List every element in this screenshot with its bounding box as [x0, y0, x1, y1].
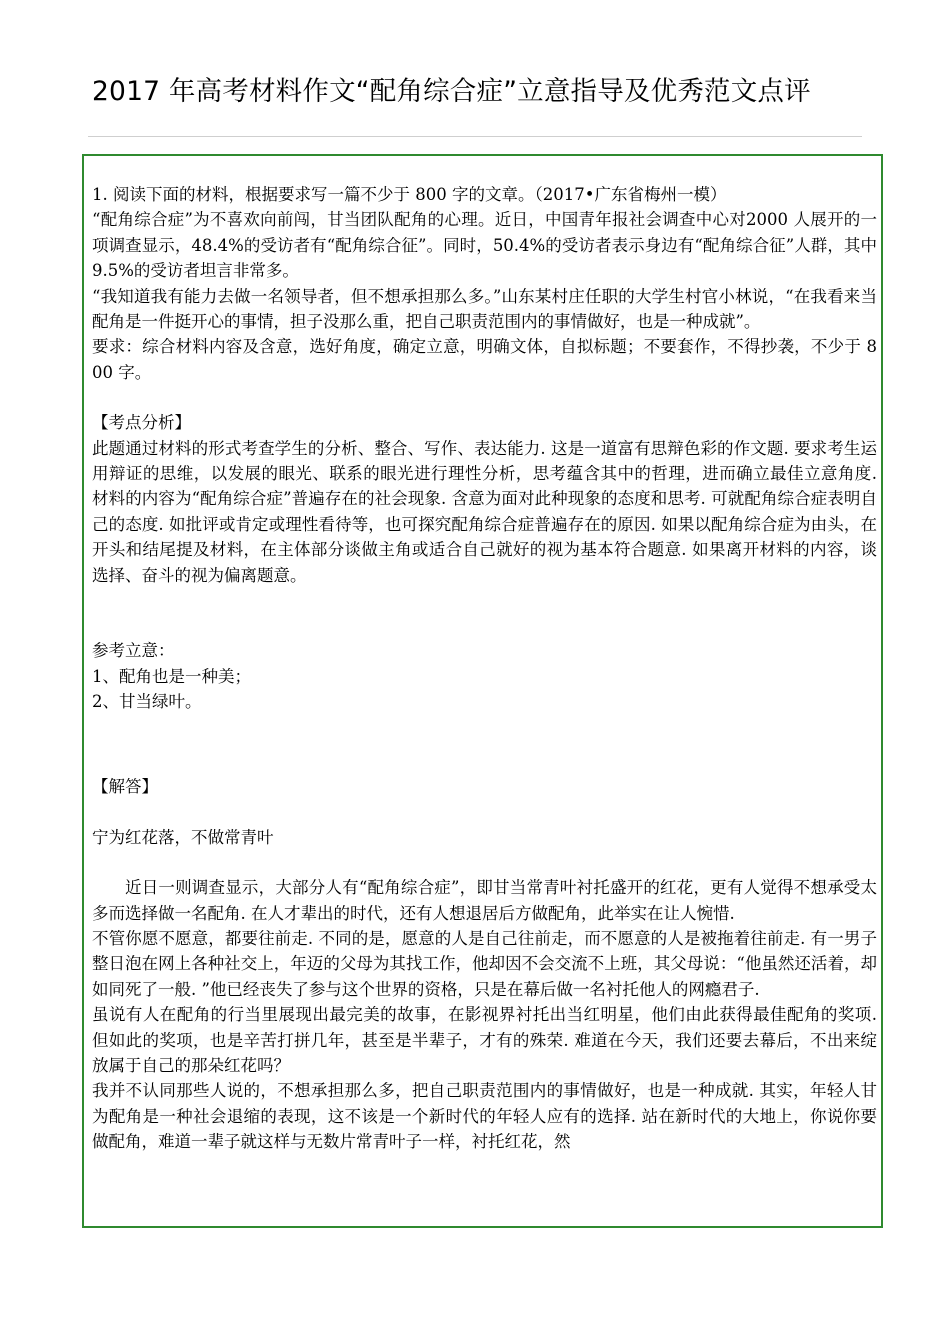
- essay-paragraph-3: 虽说有人在配角的行当里展现出最完美的故事，在影视界衬托出当红明星，他们由此获得最佳配角的奖项. 但如此的奖项，也是辛苦打拼几年，甚至是半辈子，才有的殊荣. 难道在今天，我们还要去幕后，不出来绽放属于自己的那朵红花吗？: [92, 1005, 877, 1075]
- content-box: [82, 154, 883, 1228]
- reference-heading: 参考立意：: [92, 641, 175, 661]
- requirements-text: 要求：综合材料内容及含意，选好角度，确定立意，明确文体，自拟标题；不要套作，不得抄袭，不少于 800 字。: [92, 337, 877, 382]
- essay-paragraph-4: 我并不认同那些人说的，不想承担那么多，把自己职责范围内的事情做好，也是一种成就. 其实，年轻人甘为配角是一种社会退缩的表现，这不该是一个新时代的年轻人应有的选择. 站在新时代的大地上，你说你要做配角，难道一辈子就这样与无数片常青叶子一样，衬托红花，然: [92, 1081, 877, 1152]
- title-divider: [88, 136, 862, 137]
- essay-title: 宁为红花落，不做常青叶: [92, 827, 274, 847]
- spacer: [92, 385, 877, 410]
- material-paragraph-1: “配角综合症”为不喜欢向前闯，甘当团队配角的心理。近日，中国青年报社会调查中心对2000 人展开的一项调查显示，48.4%的受访者有“配角综合征”。同时，50.4%的受访者表示身边有“配角综合征”人群，其中 9.5%的受访者坦言非常多。: [92, 210, 877, 281]
- analysis-body: 此题通过材料的形式考查学生的分析、整合、写作、表达能力. 这是一道富有思辩色彩的作文题. 要求考生运用辩证的思维，以发展的眼光、联系的眼光进行理性分析，思考蕴含其中的哲理，进而确立最佳立意角度. 材料的内容为“配角综合症”普遍存在的社会现象. 含意为面对此种现象的态度和思考. 可就配角综合症表明自己的态度. 如批评或肯定或理性看待等，也可探究配角综合症普遍存在的原因. 如果以配角综合症为由头，在开头和结尾提及材料，在主体部分谈做主角或适合自己就好的视为基本符合题意. 如果离开材料的内容，谈选择、奋斗的视为偏离题意。: [92, 438, 877, 585]
- reference-item-1: 1、配角也是一种美；: [92, 666, 251, 686]
- content-body: [92, 182, 877, 1155]
- analysis-heading: 【考点分析】: [92, 413, 191, 433]
- question-prompt: 1. 阅读下面的材料，根据要求写一篇不少于 800 字的文章。（2017•广东省梅州一模）: [92, 185, 727, 204]
- answer-heading: 【解答】: [92, 777, 158, 797]
- spacer: [92, 800, 877, 825]
- spacer: [92, 588, 877, 638]
- page-title: 2017 年高考材料作文“配角综合症”立意指导及优秀范文点评: [92, 76, 811, 107]
- spacer: [92, 850, 877, 875]
- material-paragraph-2: “我知道我有能力去做一名领导者，但不想承担那么多。”山东某村庄任职的大学生村官小林说，“在我看来当配角是一件挺开心的事情，担子没那么重，把自己职责范围内的事情做好，也是一种成就”。: [92, 286, 877, 332]
- reference-item-2: 2、甘当绿叶。: [92, 691, 202, 711]
- spacer: [92, 714, 877, 774]
- essay-paragraph-2: 不管你愿不愿意，都要往前走. 不同的是，愿意的人是自己往前走，而不愿意的人是被拖着往前走. 有一男子整日泡在网上各种社交上，年迈的父母为其找工作，他却因不会交流不上班，其父母说：“他虽然还活着，却如同死了一般. ”他已经丧失了参与这个世界的资格，只是在幕后做一名衬托他人的网瘾君子.: [92, 928, 877, 999]
- essay-paragraph-1: 近日一则调查显示，大部分人有“配角综合症”，即甘当常青叶衬托盛开的红花，更有人觉得不想承受太多而选择做一名配角. 在人才辈出的时代，还有人想退居后方做配角，此举实在让人惋惜.: [92, 878, 877, 923]
